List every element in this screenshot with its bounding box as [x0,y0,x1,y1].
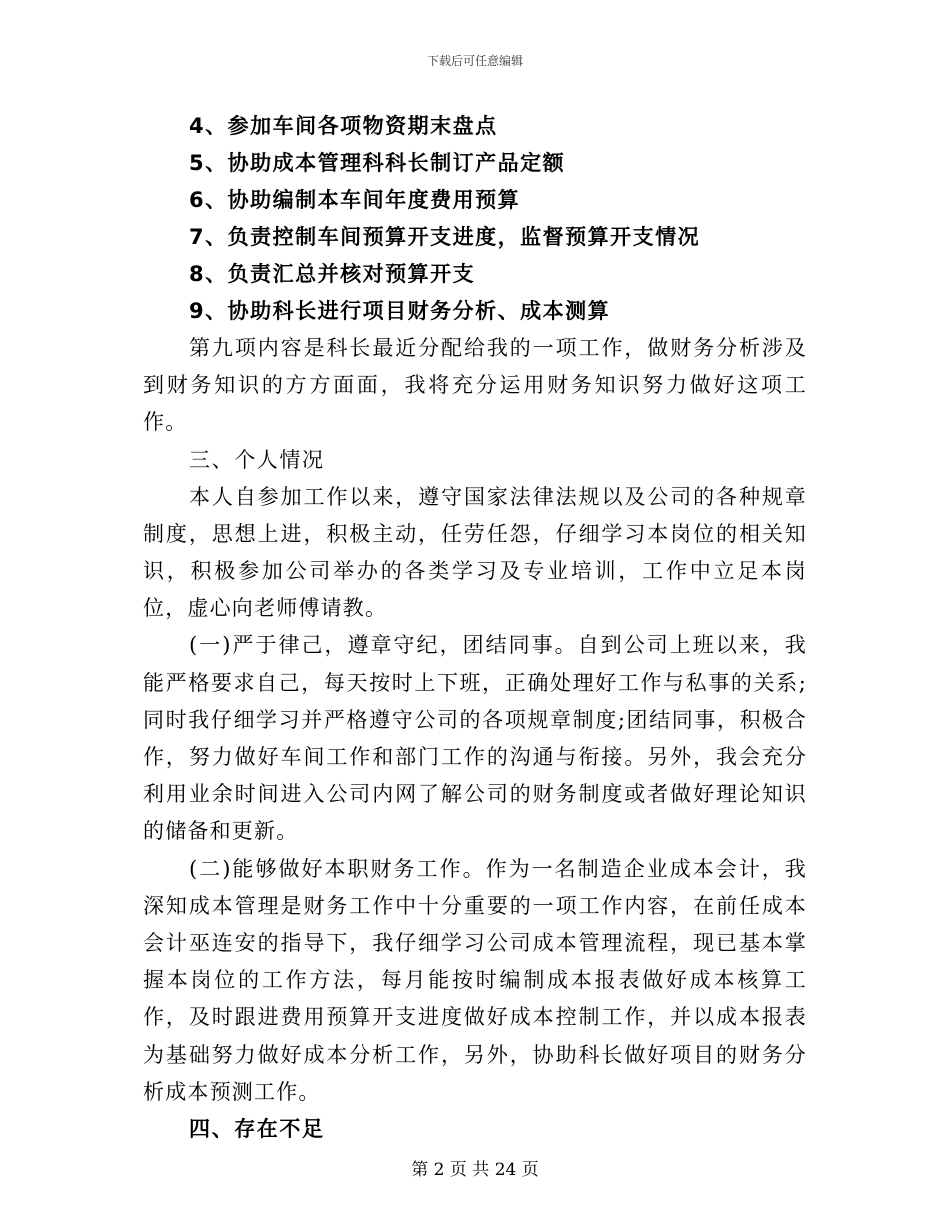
duty-item-7: 7、负责控制车间预算开支进度，监督预算开支情况 [189,225,701,249]
page-number: 第 2 页 共 24 页 [411,1160,539,1180]
header-note: 下载后可任意编辑 [426,54,523,68]
document-body [143,108,807,1148]
duty-item-9: 9、协助科长进行项目财务分析、成本测算 [189,299,611,323]
duty-item-4: 4、参加车间各项物资期末盘点 [189,114,498,138]
duty-item-5: 5、协助成本管理科科长制订产品定额 [189,151,566,175]
duty-item-8: 8、负责汇总并核对预算开支 [189,262,476,286]
duty-item-6: 6、协助编制本车间年度费用预算 [189,188,521,212]
paragraph-ninth-item: 第九项内容是科长最近分配给我的一项工作，做财务分析涉及到财务知识的方方面面，我将充分运用财务知识努力做好这项工作。 [143,336,807,435]
paragraph-duty: (二)能够做好本职财务工作。作为一名制造企业成本会计，我深知成本管理是财务工作中十分重要的一项工作内容，在前任成本会计巫连安的指导下，我仔细学习公司成本管理流程，现已基本掌握本岗位的工作方法，每月能按时编制成本报表做好成本核算工作，及时跟进费用预算开支进度做好成本控制工作，并以成本报表为基础努力做好成本分析工作，另外，协助科长做好项目的财务分析成本预测工作。 [143,856,807,1104]
section-heading-shortcomings: 四、存在不足 [189,1117,325,1142]
paragraph-personal: 本人自参加工作以来，遵守国家法律法规以及公司的各种规章制度，思想上进，积极主动，任劳任怨，仔细学习本岗位的相关知识，积极参加公司举办的各类学习及专业培训，工作中立足本岗位，虚心向老师傅请教。 [143,484,807,621]
paragraph-discipline: (一)严于律己，遵章守纪，团结同事。自到公司上班以来，我能严格要求自己，每天按时上下班，正确处理好工作与私事的关系;同时我仔细学习并严格遵守公司的各项规章制度;团结同事，积极合作，努力做好车间工作和部门工作的沟通与衔接。另外，我会充分利用业余时间进入公司内网了解公司的财务制度或者做好理论知识的储备和更新。 [143,633,807,844]
section-heading-personal: 三、个人情况 [189,447,325,472]
